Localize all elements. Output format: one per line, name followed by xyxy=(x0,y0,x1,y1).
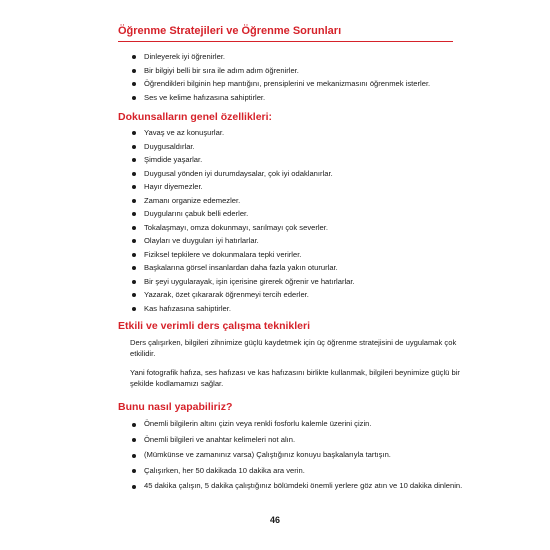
list-item: Tokalaşmayı, omza dokunmayı, sarılmayı çok severler. xyxy=(130,221,355,235)
list-item: Olayları ve duyguları iyi hatırlarlar. xyxy=(130,234,355,248)
bullet-icon xyxy=(132,199,136,203)
list-item: Şimdide yaşarlar. xyxy=(130,153,355,167)
bullet-icon xyxy=(132,454,136,458)
list-item: Duygularını çabuk belli ederler. xyxy=(130,207,355,221)
bullet-icon xyxy=(132,226,136,230)
intro-list xyxy=(130,50,430,104)
list-item: Bir bilgiyi belli bir sıra ile adım adım öğrenirler. xyxy=(130,64,430,78)
bullet-icon xyxy=(132,253,136,257)
section-title-nasil: Bunu nasıl yapabiliriz? xyxy=(118,401,233,413)
paragraph: Yani fotografik hafıza, ses hafızası ve kas hafızasını birlikte kullanmak, bilgileri beynimize güçlü bir şekilde kodlamamızı sağlar. xyxy=(130,368,460,388)
list-item: Zamanı organize edemezler. xyxy=(130,194,355,208)
bullet-icon xyxy=(132,96,136,100)
bullet-icon xyxy=(132,280,136,284)
list-item: Bir şeyi uygularayak, işin içerisine girerek öğrenir ve hatırlarlar. xyxy=(130,275,355,289)
bullet-icon xyxy=(132,131,136,135)
list-item: Önemli bilgileri ve anahtar kelimeleri not alın. xyxy=(130,435,464,446)
list-item: Öğrendikleri bilginin hep mantığını, prensiplerini ve mekanizmasını öğrenmek isterler. xyxy=(130,77,430,91)
list-item: Kas hafızasına sahiptirler. xyxy=(130,302,355,316)
paragraph: Ders çalışırken, bilgileri zihnimize güçlü kaydetmek için üç öğrenme stratejisini de uygulamak çok etkilidir. xyxy=(130,338,457,358)
list-item: Duygusaldırlar. xyxy=(130,140,355,154)
bullet-icon xyxy=(132,212,136,216)
page-number: 46 xyxy=(269,515,280,525)
nasil-list xyxy=(130,419,464,497)
bullet-icon xyxy=(132,266,136,270)
bullet-icon xyxy=(132,82,136,86)
bullet-icon xyxy=(132,55,136,59)
bullet-icon xyxy=(132,145,136,149)
list-item: Hayır diyemezler. xyxy=(130,180,355,194)
bullet-icon xyxy=(132,172,136,176)
list-item: Ses ve kelime hafızasına sahiptirler. xyxy=(130,91,430,105)
list-item: Başkalarına görsel insanlardan daha fazla yakın otururlar. xyxy=(130,261,355,275)
bullet-icon xyxy=(132,293,136,297)
dokunsallar-list xyxy=(130,126,355,315)
bullet-icon xyxy=(132,158,136,162)
bullet-icon xyxy=(132,69,136,73)
section-title-dokunsallar: Dokunsalların genel özellikleri: xyxy=(118,111,273,123)
list-item: Fiziksel tepkilere ve dokunmalara tepki verirler. xyxy=(130,248,355,262)
list-item: Duygusal yönden iyi durumdaysalar, çok iyi odaklanırlar. xyxy=(130,167,355,181)
bullet-icon xyxy=(132,307,136,311)
list-item: Çalışırken, her 50 dakikada 10 dakika ara verin. xyxy=(130,466,464,477)
list-item: (Mümkünse ve zamanınız varsa) Çalıştığınız konuyu başkalarıyla tartışın. xyxy=(130,450,464,461)
section-title-teknikler: Etkili ve verimli ders çalışma teknikleri xyxy=(118,320,311,332)
list-item: 45 dakika çalışın, 5 dakika çalıştığınız bölümdeki önemli yerlere göz atın ve 10 dakika dinlenin. xyxy=(130,481,464,492)
bullet-icon xyxy=(132,438,136,442)
bullet-icon xyxy=(132,239,136,243)
bullet-icon xyxy=(132,185,136,189)
list-item: Dinleyerek iyi öğrenirler. xyxy=(130,50,430,64)
header-title: Öğrenme Stratejileri ve Öğrenme Sorunları xyxy=(118,25,342,37)
page-header xyxy=(118,24,453,42)
bullet-icon xyxy=(132,485,136,489)
bullet-icon xyxy=(132,423,136,427)
list-item: Yazarak, özet çıkararak öğrenmeyi tercih ederler. xyxy=(130,288,355,302)
bullet-icon xyxy=(132,469,136,473)
header-rule xyxy=(118,41,453,42)
list-item: Önemli bilgilerin altını çizin veya renkli fosforlu kalemle üzerini çizin. xyxy=(130,419,464,430)
list-item: Yavaş ve az konuşurlar. xyxy=(130,126,355,140)
